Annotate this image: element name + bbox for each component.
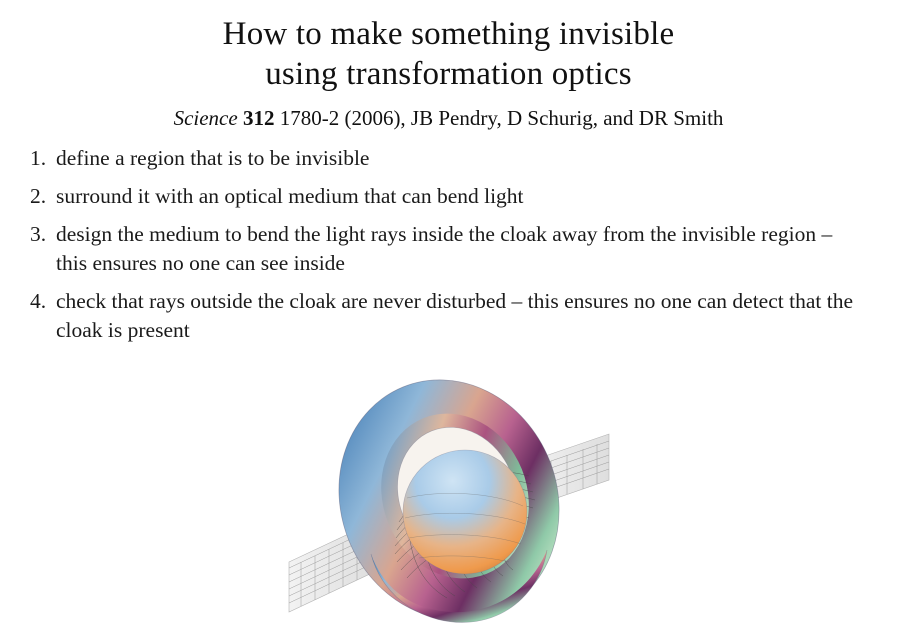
page-title-line-1: How to make something invisible (222, 16, 675, 52)
steps-list (0, 144, 897, 345)
list-item-number: 2. (30, 184, 47, 208)
list-item-number: 3. (30, 222, 47, 246)
list-item-text: check that rays outside the cloak are never disturbed – this ensures no one can detect that the cloak is present (56, 289, 854, 342)
list-item (0, 182, 897, 211)
list-item (0, 220, 897, 278)
list-item-number: 4. (30, 289, 47, 313)
list-item (0, 287, 897, 345)
figure-container (0, 372, 897, 640)
list-item-text: define a region that is to be invisible (56, 146, 370, 170)
list-item-number: 1. (30, 146, 47, 170)
invisible-region-sphere (403, 450, 527, 574)
cloaking-sphere-diagram (279, 372, 619, 632)
list-item (0, 144, 897, 173)
title-block (0, 0, 897, 94)
citation-rest: 1780-2 (2006), JB Pendry, D Schurig, and DR Smith (274, 106, 724, 130)
citation (0, 104, 897, 132)
list-item-text: surround it with an optical medium that can bend light (56, 184, 524, 208)
cloak-illustration-icon (279, 372, 619, 632)
citation-volume: 312 (242, 106, 275, 130)
page-title-line-2: using transformation optics (265, 56, 632, 92)
citation-journal: Science (173, 106, 238, 130)
list-item-text: design the medium to bend the light rays inside the cloak away from the invisible region – this ensures no one can see inside (56, 222, 833, 275)
